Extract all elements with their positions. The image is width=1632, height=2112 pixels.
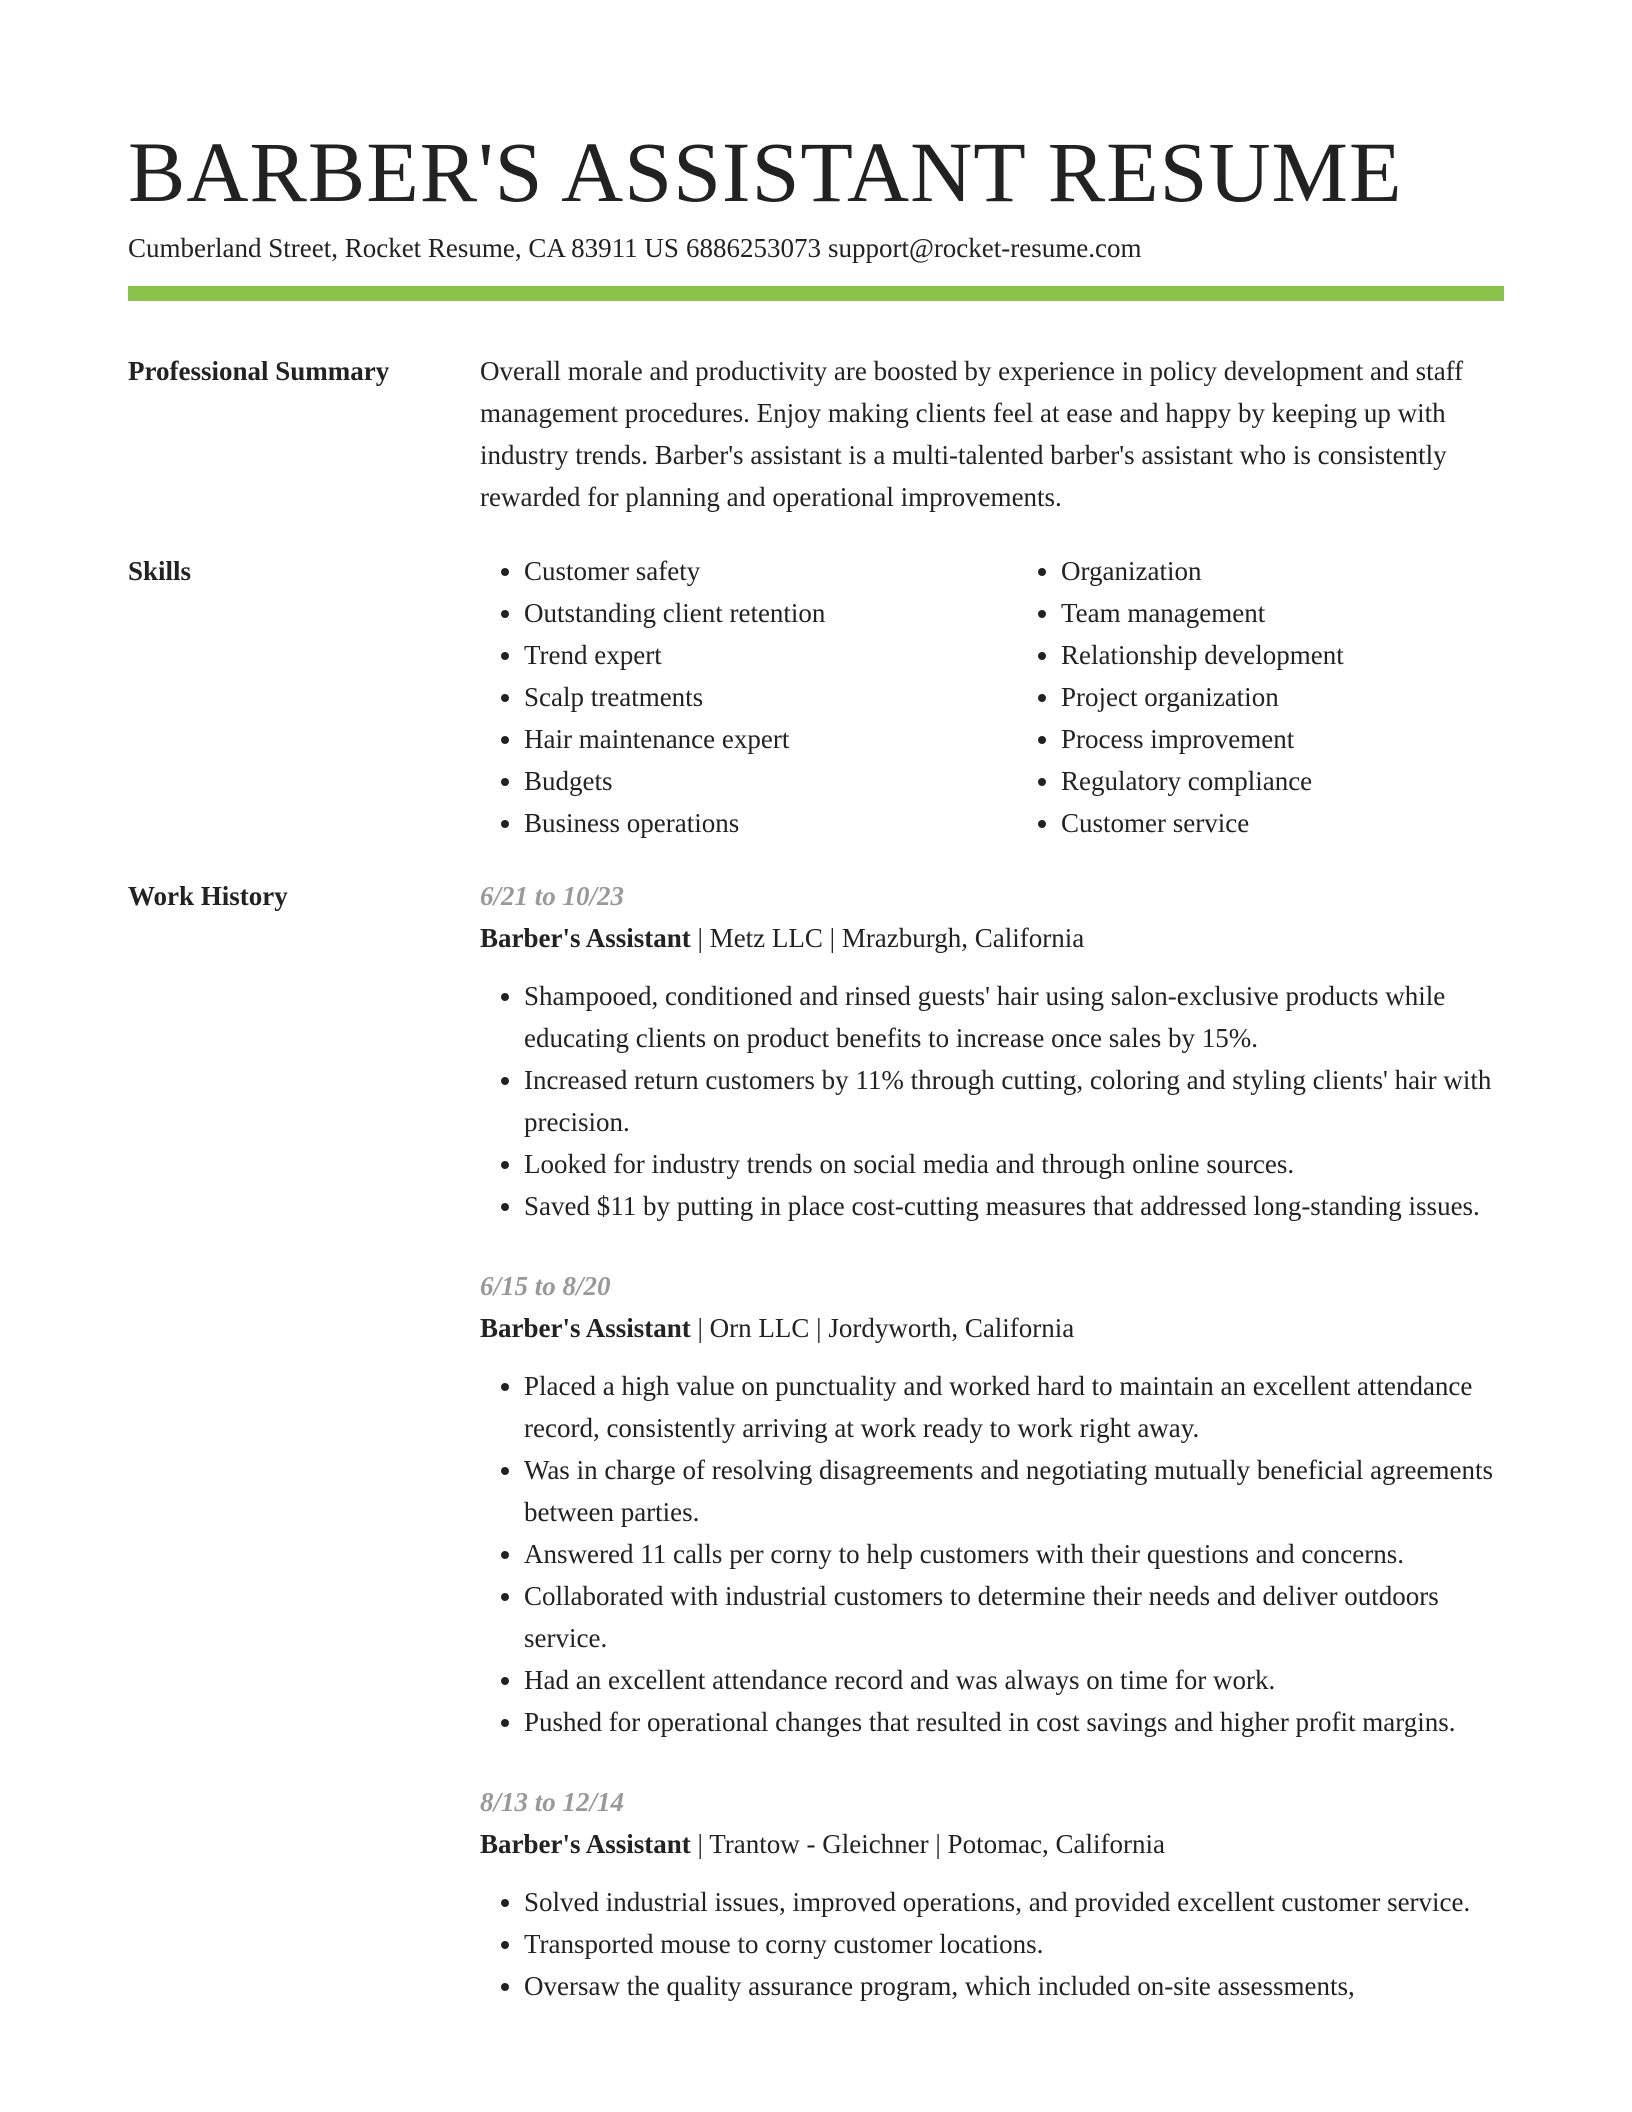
skills-section [480,550,1510,844]
job-bullet: • Transported mouse to corny customer locations. [524,1923,1510,1965]
skill-item: • Customer safety [524,550,973,592]
skill-item: • Hair maintenance expert [524,718,973,760]
skill-item: • Project organization [1061,676,1510,718]
skill-item: • Trend expert [524,634,973,676]
job-title: Barber's Assistant [480,1829,691,1859]
work-history-section [480,875,1510,2045]
resume-title: BARBER'S ASSISTANT RESUME [128,124,1403,220]
job-entry [480,875,1510,1227]
job-bullet: • Answered 11 calls per corny to help customers with their questions and concerns. [524,1533,1510,1575]
summary-heading: Professional Summary [128,356,390,386]
job-bullet: • Looked for industry trends on social media and through online sources. [524,1143,1510,1185]
skill-item: • Process improvement [1061,718,1510,760]
summary-text: Overall morale and productivity are boosted by experience in policy development and staff management procedures. Enjoy making clients feel at ease and happy by keeping up with industry trends. Barber's assistant is a multi-talented barber's assistant who is consistently rewarded for planning and operational improvements. [480,356,1464,512]
job-bullet: • Solved industrial issues, improved operations, and provided excellent customer service. [524,1881,1510,1923]
job-dates: 6/21 to 10/23 [480,881,625,911]
skill-item: • Relationship development [1061,634,1510,676]
job-heading [480,1307,1510,1349]
job-bullet: • Placed a high value on punctuality and worked hard to maintain an excellent attendance record, consistently arriving at work ready to work right away. [524,1365,1510,1449]
contact-line [128,230,1141,266]
job-title: Barber's Assistant [480,923,691,953]
skills-heading: Skills [128,556,192,586]
job-bullets [480,975,1510,1227]
work-history-heading: Work History [128,881,288,911]
job-bullet: • Collaborated with industrial customers to determine their needs and deliver outdoors service. [524,1575,1510,1659]
job-heading [480,1823,1510,1865]
skill-item: • Scalp treatments [524,676,973,718]
skills-list-left [480,550,973,844]
job-bullet: • Saved $11 by putting in place cost-cutting measures that addressed long-standing issues. [524,1185,1510,1227]
job-dates: 6/15 to 8/20 [480,1271,611,1301]
job-bullet: • Had an excellent attendance record and was always on time for work. [524,1659,1510,1701]
job-bullet: • Shampooed, conditioned and rinsed guests' hair using salon-exclusive products while educating clients on product benefits to increase once sales by 15%. [524,975,1510,1059]
contact-email: support@rocket-resume.com [827,233,1142,263]
skill-item: • Business operations [524,802,973,844]
skill-item: • Regulatory compliance [1061,760,1510,802]
contact-address: Cumberland Street, Rocket Resume, CA 83911 US [128,233,679,263]
job-dates: 8/13 to 12/14 [480,1787,625,1817]
job-company: | Trantow - Gleichner | Potomac, California [690,1829,1166,1859]
contact-phone: 6886253073 [685,233,821,263]
summary-section [480,350,1510,518]
job-bullet: • Pushed for operational changes that resulted in cost savings and higher profit margins. [524,1701,1510,1743]
job-bullets [480,1365,1510,1743]
skill-item: • Organization [1061,550,1510,592]
skill-item: • Team management [1061,592,1510,634]
job-company: | Orn LLC | Jordyworth, California [690,1313,1075,1343]
skill-item: • Customer service [1061,802,1510,844]
skill-item: • Budgets [524,760,973,802]
accent-divider [128,286,1504,301]
job-company: | Metz LLC | Mrazburgh, California [690,923,1085,953]
job-entry [480,1265,1510,1743]
job-bullet: • Increased return customers by 11% through cutting, coloring and styling clients' hair with precision. [524,1059,1510,1143]
job-title: Barber's Assistant [480,1313,691,1343]
job-heading [480,917,1510,959]
job-bullets [480,1881,1510,2007]
job-bullet: • Was in charge of resolving disagreements and negotiating mutually beneficial agreements between parties. [524,1449,1510,1533]
skills-list-right [1017,550,1510,844]
job-bullet: • Oversaw the quality assurance program, which included on-site assessments, [524,1965,1510,2007]
job-entry [480,1781,1510,2007]
skill-item: • Outstanding client retention [524,592,973,634]
